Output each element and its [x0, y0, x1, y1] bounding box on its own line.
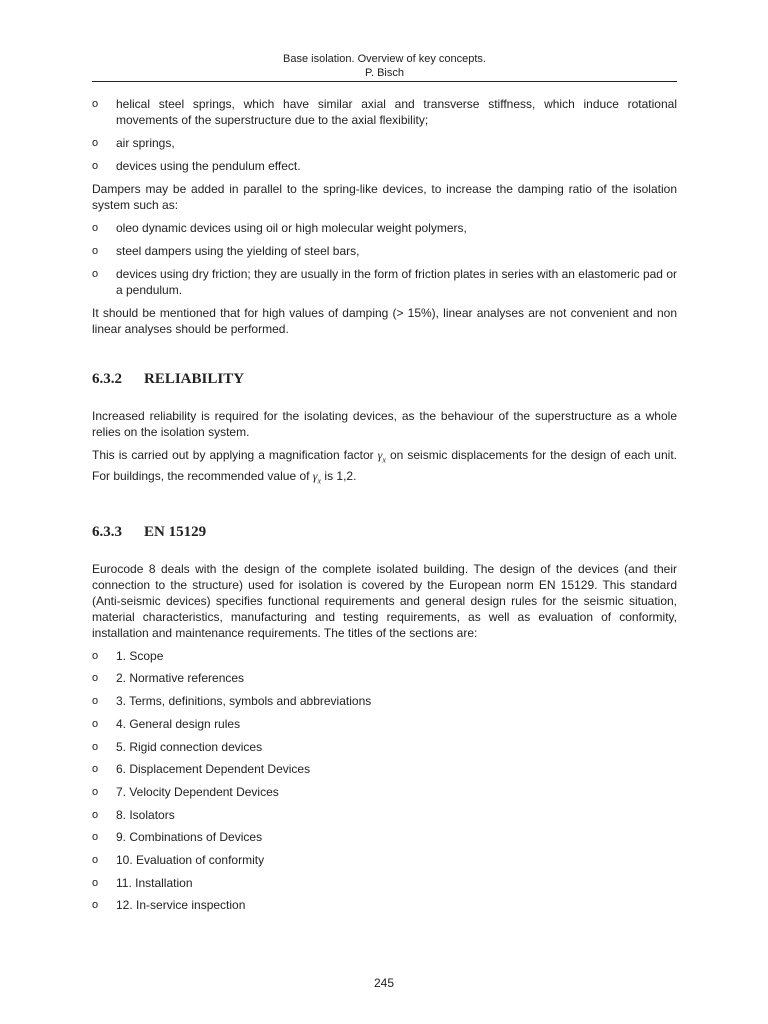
section-number: 6.3.2 [92, 371, 122, 387]
bullet-icon: o [92, 763, 99, 776]
list-item [92, 784, 677, 800]
body-content [92, 96, 677, 920]
paragraph-en15129: Eurocode 8 deals with the design of the complete isolated building. The design of the devices (and their connection to the structure) used for isolation is covered by the European norm EN 15129. This standard (Anti-seismic devices) specifies functional requirements and general design rules for the seismic situation, material characteristics, manufacturing and testing requirements, as well as evaluation of conformity, installation and maintenance requirements. The titles of the sections are: [92, 561, 677, 640]
running-header [92, 52, 677, 80]
bullet-icon: o [92, 899, 99, 912]
list-item-text: air springs, [116, 136, 175, 150]
list-item [92, 648, 677, 664]
list-item [92, 135, 677, 151]
list-item-text: oleo dynamic devices using oil or high molecular weight polymers, [116, 221, 467, 235]
list-item [92, 897, 677, 913]
list-item [92, 693, 677, 709]
bullet-icon: o [92, 672, 99, 685]
section-number: 6.3.3 [92, 523, 122, 540]
list-item-text: 7. Velocity Dependent Devices [116, 784, 279, 799]
list-item [92, 96, 677, 128]
list-item-text: steel dampers using the yielding of steel bars, [116, 244, 360, 258]
damper-types-list [92, 220, 677, 298]
bullet-icon: o [92, 717, 99, 730]
paragraph-reliability-2 [92, 447, 677, 490]
paragraph-damping-note: It should be mentioned that for high values of damping (> 15%), linear analyses are not convenient and non linear analyses should be performed. [92, 306, 677, 336]
list-item [92, 761, 677, 777]
text-run: is 1,2. [321, 469, 357, 484]
header-divider [92, 81, 677, 82]
section-title: RELIABILITY [144, 371, 245, 387]
bullet-icon: o [92, 785, 99, 798]
list-item-text: 3. Terms, definitions, symbols and abbreviations [116, 694, 372, 709]
list-item-text: devices using dry friction; they are usually in the form of friction plates in series with an elastomeric pad or a pendulum. [116, 267, 677, 297]
list-item [92, 875, 677, 891]
paragraph-reliability-1: Increased reliability is required for the isolating devices, as the behaviour of the superstructure as a whole relies on the isolation system. [92, 409, 677, 439]
list-item [92, 829, 677, 845]
list-item-text: 5. Rigid connection devices [116, 739, 263, 754]
list-item [92, 716, 677, 732]
bullet-icon: o [92, 137, 99, 149]
gamma-symbol: $\gamma_x$ [377, 448, 386, 465]
list-item-text: 10. Evaluation of conformity [116, 852, 265, 867]
list-item [92, 670, 677, 686]
bullet-icon: o [92, 98, 99, 110]
bullet-icon: o [92, 245, 99, 257]
section-title: EN 15129 [144, 523, 207, 540]
list-item-text: 8. Isolators [116, 807, 175, 822]
list-item-text: 4. General design rules [116, 716, 241, 731]
bullet-icon: o [92, 808, 99, 821]
section-heading-reliability [92, 370, 677, 388]
list-item [92, 158, 677, 174]
list-item [92, 266, 677, 298]
page-number: 245 [373, 976, 395, 990]
list-item [92, 739, 677, 755]
bullet-icon: o [92, 740, 99, 753]
en15129-sections-list [92, 648, 677, 914]
bullet-icon: o [92, 222, 99, 234]
header-title: Base isolation. Overview of key concepts. [283, 53, 486, 65]
bullet-icon: o [92, 853, 99, 866]
list-item-text: devices using the pendulum effect. [116, 159, 301, 173]
list-item [92, 220, 677, 236]
list-item-text: 12. In-service inspection [116, 898, 246, 913]
bullet-icon: o [92, 160, 99, 172]
bullet-icon: o [92, 649, 99, 662]
list-item-text: 1. Scope [116, 648, 164, 663]
bullet-icon: o [92, 876, 99, 889]
bullet-icon: o [92, 695, 99, 708]
list-item-text: 9. Combinations of Devices [116, 830, 263, 845]
isolator-types-list [92, 96, 677, 174]
list-item [92, 807, 677, 823]
paragraph-dampers: Dampers may be added in parallel to the spring-like devices, to increase the damping ratio of the isolation system such as: [92, 182, 677, 212]
list-item-text: 2. Normative references [116, 671, 245, 686]
text-run: This is carried out by applying a magnification factor [92, 448, 378, 462]
bullet-icon: o [92, 831, 99, 844]
header-author: P. Bisch [365, 67, 404, 79]
list-item-text: 6. Displacement Dependent Devices [116, 762, 311, 777]
list-item [92, 243, 677, 259]
text-run: on seismic displacements for the design of each unit. For buildings, the recommended value of [92, 448, 677, 484]
section-heading-en15129 [92, 523, 677, 541]
list-item [92, 852, 677, 868]
list-item-text: 11. Installation [116, 875, 193, 890]
bullet-icon: o [92, 268, 99, 280]
list-item-text: helical steel springs, which have similar axial and transverse stiffness, which induce rotational movements of the superstructure due to the axial flexibility; [116, 97, 677, 127]
gamma-symbol: $\gamma_x$ [312, 469, 322, 486]
